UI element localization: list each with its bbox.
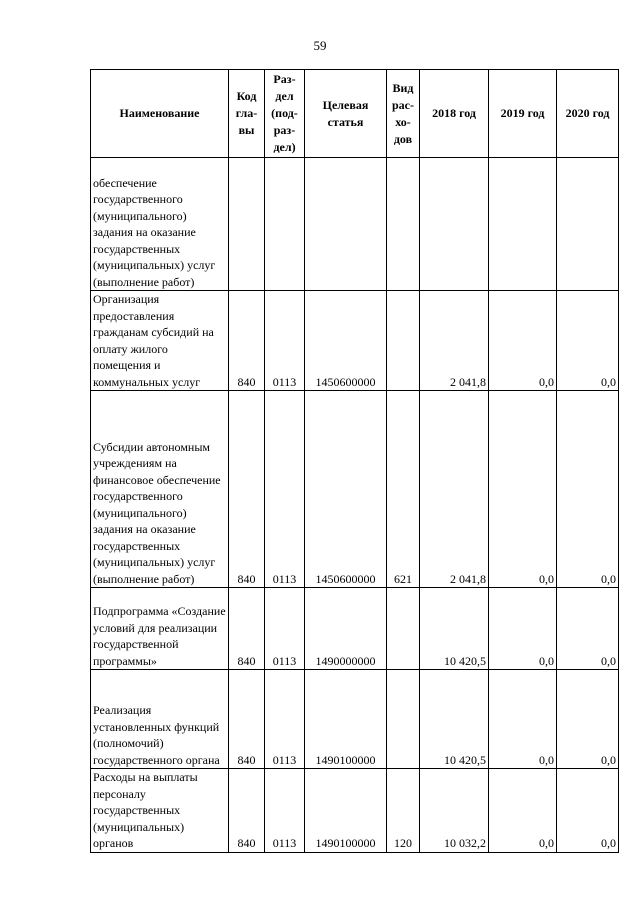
row-2020: 0,0: [557, 588, 619, 670]
row-vid: [387, 158, 420, 291]
row-name: Субсидии автономным учреждениям на финансовое обеспечение государственного (муниципального) задания на оказание государственных (муниципальных) услуг (выполнение работ): [91, 391, 229, 588]
row-razdel: [265, 158, 305, 291]
row-2018: 10 032,2: [420, 769, 489, 853]
row-2018: [420, 158, 489, 291]
header-vid: Вид рас- хо- дов: [387, 70, 420, 158]
table-row: [91, 391, 619, 588]
header-2020: 2020 год: [557, 70, 619, 158]
row-celevaya: 1450600000: [305, 291, 387, 391]
header-name: Наименование: [91, 70, 229, 158]
table-row: [91, 670, 619, 769]
row-razdel: 0113: [265, 769, 305, 853]
budget-table: [90, 69, 619, 853]
row-2020: 0,0: [557, 391, 619, 588]
row-razdel: 0113: [265, 391, 305, 588]
row-2018: 2 041,8: [420, 391, 489, 588]
row-celevaya: 1490100000: [305, 670, 387, 769]
header-2018: 2018 год: [420, 70, 489, 158]
row-razdel: 0113: [265, 588, 305, 670]
row-name: Расходы на выплаты персоналу государственных (муниципальных) органов: [91, 769, 229, 853]
row-2019: 0,0: [489, 291, 557, 391]
row-vid: [387, 291, 420, 391]
row-kod: 840: [229, 588, 265, 670]
table-row: [91, 588, 619, 670]
row-kod: 840: [229, 769, 265, 853]
row-celevaya: 1450600000: [305, 391, 387, 588]
row-2020: [557, 158, 619, 291]
header-2019: 2019 год: [489, 70, 557, 158]
row-vid: 621: [387, 391, 420, 588]
row-2018: 2 041,8: [420, 291, 489, 391]
row-2019: 0,0: [489, 588, 557, 670]
row-kod: 840: [229, 391, 265, 588]
row-kod: 840: [229, 670, 265, 769]
header-razdel: Раз- дел (под- раз- дел): [265, 70, 305, 158]
row-2019: [489, 158, 557, 291]
row-name: обеспечение государственного (муниципального) задания на оказание государственных (муниципальных) услуг (выполнение работ): [91, 158, 229, 291]
row-2020: 0,0: [557, 670, 619, 769]
row-celevaya: 1490100000: [305, 769, 387, 853]
table-row: [91, 769, 619, 853]
row-razdel: 0113: [265, 670, 305, 769]
header-celevaya: Целевая статья: [305, 70, 387, 158]
row-2020: 0,0: [557, 291, 619, 391]
row-celevaya: [305, 158, 387, 291]
table-row: [91, 158, 619, 291]
row-celevaya: 1490000000: [305, 588, 387, 670]
page-number: 59: [313, 38, 327, 53]
table-row: [91, 291, 619, 391]
row-vid: 120: [387, 769, 420, 853]
row-2018: 10 420,5: [420, 670, 489, 769]
row-kod: [229, 158, 265, 291]
row-kod: 840: [229, 291, 265, 391]
table-header-row: [91, 70, 619, 158]
row-name: Реализация установленных функций (полномочий) государственного органа: [91, 670, 229, 769]
row-name: Организация предоставления гражданам субсидий на оплату жилого помещения и коммунальных услуг: [91, 291, 229, 391]
row-2019: 0,0: [489, 391, 557, 588]
row-name: Подпрограмма «Создание условий для реализации государственной программы»: [91, 588, 229, 670]
row-vid: [387, 588, 420, 670]
row-vid: [387, 670, 420, 769]
row-2019: 0,0: [489, 769, 557, 853]
row-2018: 10 420,5: [420, 588, 489, 670]
row-2020: 0,0: [557, 769, 619, 853]
row-razdel: 0113: [265, 291, 305, 391]
header-kod: Код гла- вы: [229, 70, 265, 158]
row-2019: 0,0: [489, 670, 557, 769]
